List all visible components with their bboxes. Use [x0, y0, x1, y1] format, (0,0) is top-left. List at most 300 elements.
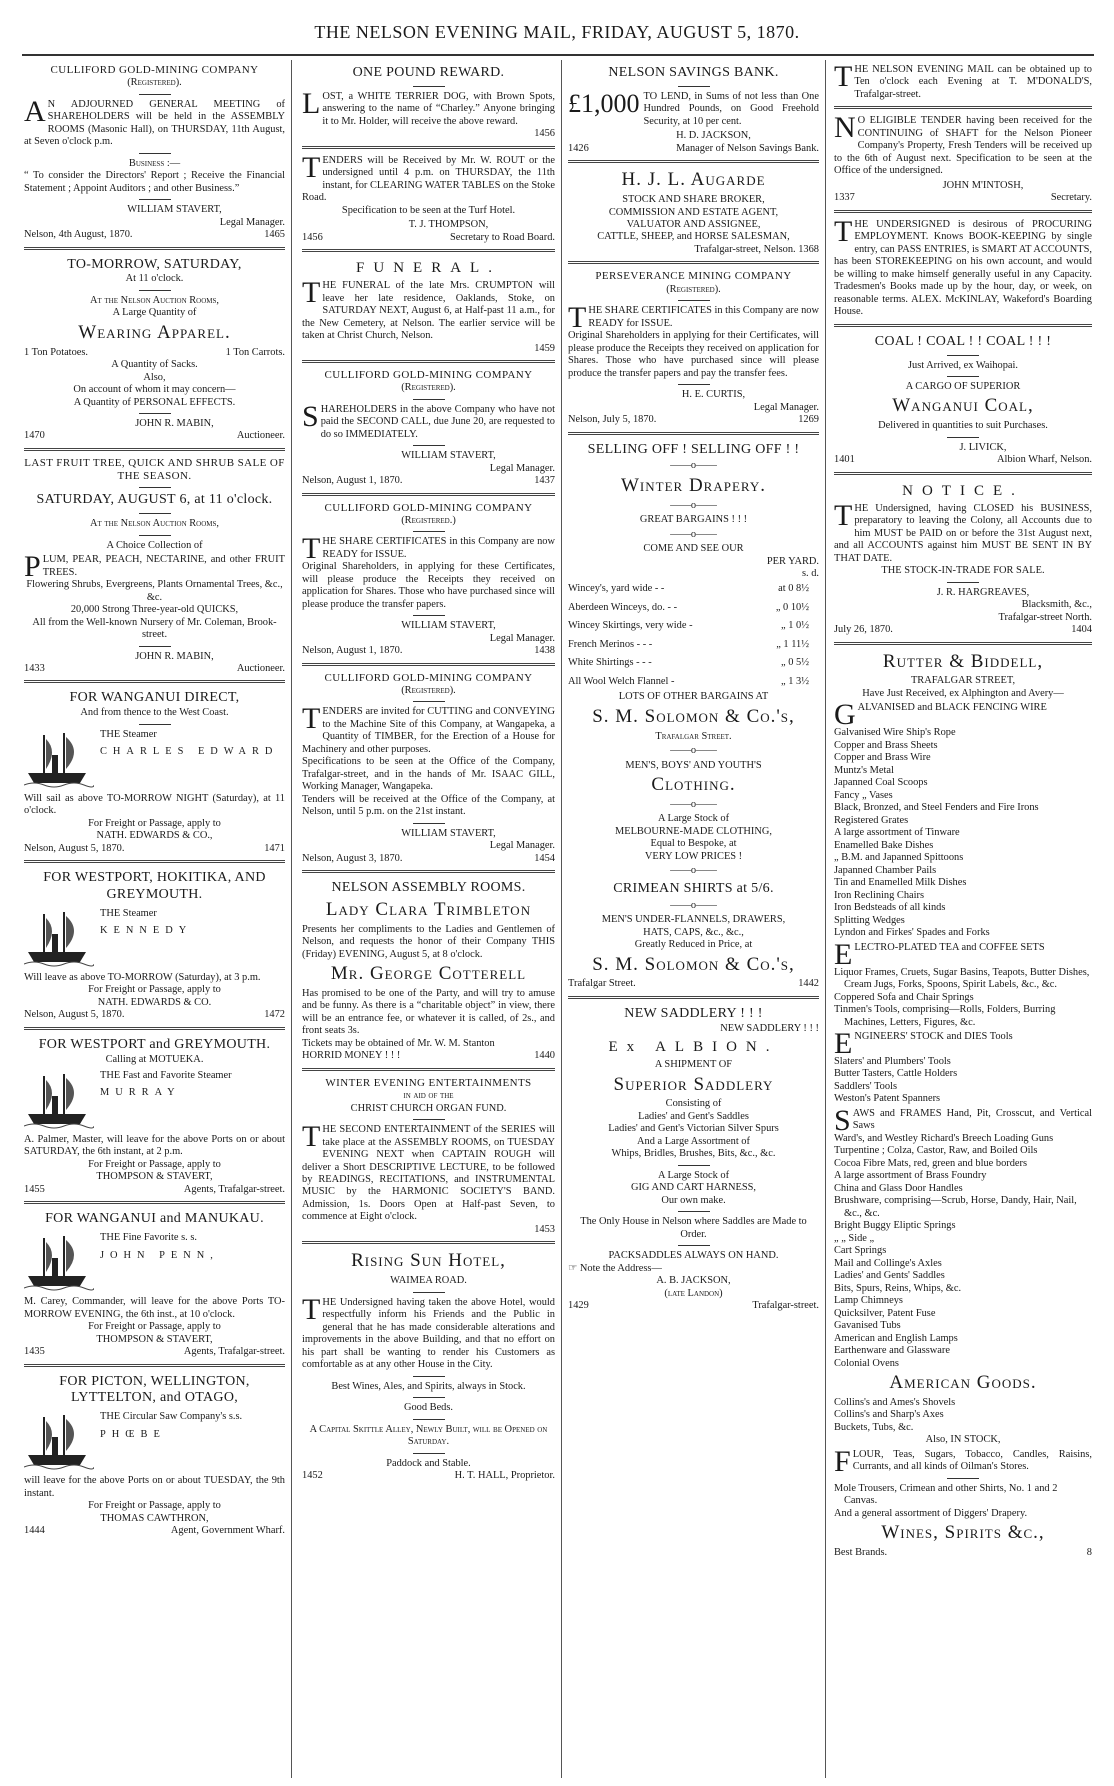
right-text: at 0 8½	[778, 583, 809, 595]
column-4	[828, 60, 1092, 1778]
advertisement	[302, 1071, 555, 1245]
dropcap-paragraph	[834, 503, 1092, 565]
list-item: Bits, Spurs, Reins, Whips, &c.	[834, 1282, 962, 1294]
divider-rule	[139, 535, 171, 536]
list-item: Lyndon and Firkes' Spades and Forks	[834, 927, 990, 939]
divider-rule	[139, 513, 171, 514]
centered-text: Just Arrived, ex Waihopai.	[907, 359, 1019, 371]
loan-paragraph	[568, 91, 819, 128]
drop-capital: T	[834, 218, 853, 248]
left-text: Nelson, July 5, 1870.	[568, 414, 657, 426]
drop-capital: P	[24, 554, 41, 580]
left-text: Aberdeen Winceys, do. - -	[568, 601, 678, 613]
paragraph-text: HE Undersigned, having CLOSED his BUSINESS, preparatory to leaving the Colony, all Accounts due to him MUST be PAID on or before the 31st August next, and all ACCOUNTS against him MUST BE SENT IN BY THAT DATE.	[834, 502, 1092, 564]
paragraph-text: ENDERS are invited for CUTTING and CONVEYING to the Machine Site of this Company, at Wangapeka, a Quantity of TIMBER, for the Erection of a House for Machinery and other purposes.	[302, 706, 555, 755]
steamer-notice	[24, 729, 285, 818]
advertisement	[568, 264, 819, 434]
steamer-header	[24, 1070, 285, 1130]
spaced-title: NOTICE.	[902, 482, 1024, 499]
list-item: Japanned Chamber Pails	[834, 864, 937, 876]
centered-text: The Only House in Nelson where Saddles are Made to Order.	[580, 1216, 807, 1240]
divider-rule	[413, 531, 445, 532]
headline: ONE POUND REWARD.	[352, 65, 505, 80]
steamship-icon	[24, 1070, 94, 1130]
left-text: Nelson, August 5, 1870.	[24, 842, 125, 854]
right-text: „ 0 5½	[781, 657, 809, 669]
left-text: 1401	[834, 454, 855, 466]
paragraph: Tenders will be received at the Office of the Company, at Nelson, until 5 p.m. on the 21st instant.	[302, 793, 555, 818]
left-text: Nelson, August 1, 1870.	[302, 475, 403, 487]
advertisement	[24, 1030, 285, 1205]
left-text: Trafalgar Street.	[568, 978, 636, 990]
divider-rule	[413, 615, 445, 616]
list-item: Tin and Enamelled Milk Dishes	[834, 877, 967, 889]
steamer-lines	[100, 1232, 219, 1267]
list-item: Butter Tasters, Cattle Holders	[834, 1068, 958, 1080]
drop-capital: N	[834, 115, 856, 145]
steamer-lines	[100, 1070, 232, 1105]
left-text: Wincey Skirtings, very wide -	[568, 620, 693, 632]
footer-line	[302, 853, 555, 865]
list-item: American and English Lamps	[834, 1332, 958, 1344]
sailing-details: will leave for the above Ports on or about TUESDAY, the 9th instant.	[24, 1475, 285, 1499]
list-item: China and Glass Door Handles	[834, 1182, 963, 1194]
headline: SELLING OFF ! SELLING OFF ! !	[587, 441, 800, 457]
centered-text: For Freight or Passage, apply to	[88, 817, 221, 829]
paragraph-text: ALVANISED and BLACK FENCING WIRE	[857, 702, 1047, 714]
right-text: „ 1 3½	[781, 675, 809, 687]
centered-text: At 11 o'clock.	[125, 273, 184, 285]
right-text: Albion Wharf, Nelson.	[996, 454, 1092, 466]
centered-text: Equal to Bespoke, at	[650, 838, 737, 850]
display-title: Wanganui Coal,	[892, 395, 1034, 417]
footer-line	[24, 229, 285, 241]
list-item: Liquor Frames, Cruets, Sugar Basins, Teapots, Butter Dishes, Cream Jugs, Forks, Spoons, Spirit Labels, &c., &c.	[834, 966, 1090, 991]
advertisement	[24, 1204, 285, 1366]
centered-text: 20,000 Strong Three-year-old QUICKS,	[70, 604, 239, 616]
paragraph-text: HAREHOLDERS in the above Company who have not paid the SECOND CALL, due June 20, are requested to do so IMMEDIATELY.	[320, 403, 555, 440]
centered-text: GREAT BARGAINS ! ! !	[639, 514, 748, 526]
centered-text: LOTS OF OTHER BARGAINS AT	[618, 691, 769, 703]
divider-rule	[413, 1376, 445, 1377]
divider-rule	[413, 1397, 445, 1398]
signature: J. LIVICK,	[959, 441, 1007, 453]
dropcap-paragraph	[834, 64, 1092, 101]
ornament-divider: ——o——	[670, 745, 717, 757]
drop-capital: T	[302, 280, 321, 310]
steamer-notice	[24, 1411, 285, 1500]
drop-capital: T	[834, 502, 853, 532]
divider-rule	[139, 724, 171, 725]
dropcap-paragraph	[834, 942, 1092, 967]
steamer-intro: THE Steamer	[100, 907, 157, 919]
signature: JOHN M'INTOSH,	[942, 179, 1024, 191]
right-text: 1465	[264, 229, 285, 241]
signature: H. D. JACKSON,	[676, 130, 751, 142]
centered-text: And from thence to the West Coast.	[80, 707, 229, 719]
list-item: Black, Bronzed, and Steel Fenders and Fire Irons	[834, 802, 1039, 814]
paragraph-text: LECTRO-PLATED TEA and COFFEE SETS	[854, 941, 1045, 953]
headline: CRIMEAN SHIRTS at 5/6.	[613, 880, 774, 896]
centered-text: Good Beds.	[403, 1402, 454, 1414]
centered-text: Whips, Bridles, Brushes, Bits, &c., &c.	[611, 1148, 776, 1160]
right-text: PER YARD.	[766, 555, 819, 567]
footer-line	[24, 663, 285, 675]
steamer-intro: THE Circular Saw Company's s.s.	[100, 1411, 243, 1423]
sailing-details: A. Palmer, Master, will leave for the above Ports on or about SATURDAY, the 6th instant, at 2 p.m.	[24, 1134, 285, 1158]
dropcap-paragraph	[834, 219, 1092, 319]
centered-text: Best Wines, Ales, and Spirits, always in Stock.	[331, 1380, 526, 1392]
footer-line	[24, 1009, 285, 1021]
list-item: Iron Bedsteads of all kinds	[834, 902, 946, 914]
advertisement	[24, 1367, 285, 1543]
left-text: 1 Ton Potatoes.	[24, 346, 89, 358]
drop-capital: E	[834, 941, 853, 967]
divider-rule	[947, 582, 979, 583]
right-text: 1442	[798, 978, 819, 990]
centered-text: THE STOCK-IN-TRADE FOR SALE.	[881, 565, 1045, 577]
list-item: Collins's and Ames's Shovels	[834, 1396, 956, 1408]
steamer-name: CHARLES EDWARD	[100, 746, 279, 758]
left-text: Nelson, 4th August, 1870.	[24, 229, 133, 241]
steamer-name: JOHN PENN,	[100, 1249, 219, 1261]
headline: NELSON SAVINGS BANK.	[608, 65, 779, 80]
divider-rule	[413, 823, 445, 824]
centered-text: A Quantity of PERSONAL EFFECTS.	[73, 396, 236, 408]
steamer-header	[24, 908, 285, 968]
right-text: Legal Manager.	[489, 462, 555, 474]
steamer-header	[24, 729, 285, 789]
centered-text: Delivered in quantities to suit Purchases.	[878, 420, 1048, 432]
ornament-divider: ——o——	[670, 499, 717, 511]
steamship-icon	[24, 1232, 94, 1292]
footer-line	[568, 1300, 819, 1312]
advertisement	[568, 435, 819, 999]
right-text: Legal Manager.	[489, 840, 555, 852]
heading: PERSEVERANCE MINING COMPANY	[595, 270, 792, 283]
spaced-title: Ex ALBION.	[608, 1039, 779, 1056]
advertisement	[24, 683, 285, 863]
footer-line	[24, 430, 285, 442]
ornament-divider: ——o——	[670, 798, 717, 810]
centered-text: Our own make.	[661, 1194, 726, 1206]
paragraph-text: HE SHARE CERTIFICATES in this Company are now READY for ISSUE.	[322, 536, 555, 560]
paragraph: ☞ Note the Address—	[568, 1262, 662, 1274]
right-text: 1453	[534, 1223, 555, 1235]
small-caps-text: (Registered).	[401, 684, 456, 696]
left-text: HORRID MONEY ! ! !	[302, 1050, 401, 1062]
ornament-divider: ——o——	[670, 865, 717, 877]
dropcap-paragraph	[834, 1449, 1092, 1474]
loan-amount: £1,000	[568, 90, 640, 118]
right-text: Agents, Trafalgar-street.	[183, 1183, 285, 1195]
heading: CULLIFORD GOLD-MINING COMPANY	[324, 501, 533, 514]
display-title: H. J. L. Augarde	[621, 169, 766, 191]
list-item: Mole Trousers, Crimean and other Shirts, No. 1 and 2 Canvas.	[834, 1482, 1058, 1507]
masthead-rule	[22, 54, 1094, 56]
right-text: 8	[1086, 1547, 1092, 1559]
small-caps-text: (Registered).	[666, 283, 721, 295]
drop-capital: F	[834, 1448, 851, 1474]
signature: WILLIAM STAVERT,	[401, 620, 496, 632]
small-caps-text: At the Nelson Auction Rooms,	[90, 518, 219, 530]
price-row	[568, 599, 819, 617]
steamship-icon	[24, 1411, 94, 1471]
drop-capital: T	[568, 305, 587, 331]
headline: FOR WESTPORT, HOKITIKA, AND GREYMOUTH.	[43, 870, 266, 902]
right-text: Auctioneer.	[236, 430, 285, 442]
steamer-notice	[24, 1070, 285, 1159]
steamer-intro: THE Fast and Favorite Steamer	[100, 1070, 232, 1081]
dropcap-paragraph	[24, 554, 285, 579]
advertisement	[302, 496, 555, 666]
signature: H. E. CURTIS,	[681, 389, 746, 401]
centered-text: Calling at MOTUEKA.	[105, 1053, 204, 1065]
display-title: Winter Drapery.	[621, 474, 766, 496]
right-text: 1472	[264, 1009, 285, 1021]
left-text: 1456	[302, 231, 323, 243]
list-item: And a general assortment of Diggers' Drapery.	[834, 1507, 1028, 1519]
small-caps-text: Trafalgar Street.	[655, 730, 732, 742]
divider-rule	[678, 1245, 710, 1246]
display-title: Superior Saddlery	[613, 1073, 774, 1095]
paragraph-text: HE FUNERAL of the late Mrs. CRUMPTON will leave her late residence, Oaklands, Stoke, on SATURDAY NEXT, August 6, at Half-past 11 a.m., for the New Cemetery, at Nelson. The earlier service will be taken at Christ Church, Nelson.	[302, 280, 555, 342]
right-text: Secretary.	[1050, 192, 1092, 204]
right-text: 1269	[798, 414, 819, 426]
footer-line	[24, 843, 285, 855]
drop-capital: T	[834, 64, 853, 93]
centered-text: MEN'S, BOYS' AND YOUTH'S	[625, 759, 762, 771]
centered-text: On account of whom it may concern—	[73, 384, 236, 396]
list-item: Lamp Chimneys	[834, 1295, 903, 1307]
right-text: Agents, Trafalgar-street.	[183, 1346, 285, 1358]
centered-text: A Quantity of Sacks.	[111, 359, 198, 371]
list-item: A large assortment of Brass Foundry	[834, 1170, 987, 1182]
footer-line	[834, 192, 1092, 204]
right-text: Auctioneer.	[236, 663, 285, 674]
centered-text: Paddock and Stable.	[386, 1457, 471, 1469]
centered-text: A Large Quantity of	[112, 307, 197, 319]
ornament-divider: ——o——	[670, 899, 717, 911]
right-text: Legal Manager.	[753, 401, 819, 413]
steamer-lines	[100, 908, 192, 943]
centered-text: THOMPSON & STAVERT,	[96, 1171, 213, 1183]
paragraph-text: N ADJOURNED GENERAL MEETING of SHAREHOLDERS will be held in the ASSEMBLY ROOMS (Masonic Hall), on THURSDAY, 11th August, at Seven o'clock p.m.	[24, 98, 285, 148]
centered-text: HATS, CAPS, &c., &c.,	[643, 926, 744, 938]
footer-line	[302, 232, 555, 244]
centered-text: Flowering Shrubs, Evergreens, Plants Ornamental Trees, &c., &c.	[26, 579, 283, 603]
steamer-intro: THE Steamer	[100, 728, 157, 740]
paragraph: Original Shareholders in applying for their Certificates, will please produce the Receipts they received on application for Shares. Those who have purchased since will please produce the transfer papers and pay the transfer fees.	[568, 330, 819, 379]
advertisement	[834, 109, 1092, 212]
right-text: Trafalgar-street North.	[998, 611, 1092, 623]
ornament-divider: ——o——	[670, 528, 717, 540]
divider-rule	[947, 376, 979, 377]
display-title: Lady Clara Trimbleton	[325, 898, 532, 920]
list-item: Cart Springs	[834, 1245, 887, 1257]
dropcap-paragraph	[834, 1108, 1092, 1133]
centered-text: And a Large Assortment of	[637, 1135, 750, 1147]
divider-rule	[139, 153, 171, 154]
left-text: Best Brands.	[834, 1547, 888, 1559]
dropcap-paragraph	[568, 305, 819, 330]
display-title: S. M. Solomon & Co.'s,	[592, 705, 795, 727]
dropcap-paragraph	[834, 702, 1092, 727]
signature: WILLIAM STAVERT,	[401, 827, 496, 839]
sailing-details: Will sail as above TO-MORROW NIGHT (Saturday), at 11 o'clock.	[24, 792, 285, 817]
advertisement	[834, 213, 1092, 327]
paragraph-text: HE Undersigned having taken the above Hotel, would respectfully inform his Friends and the Public in general that he has made considerable alterations and improvements in the above Building, and that no effort on his part shall be wanting to render his Customers as comfortable as at any other House in the City.	[302, 1296, 555, 1371]
list-item: Buckets, Tubs, &c.	[834, 1421, 914, 1433]
divider-rule	[413, 1292, 445, 1293]
advertisement	[834, 475, 1092, 645]
right-text: 1440	[534, 1050, 555, 1062]
heading: WINTER EVENING ENTERTAINMENTS	[325, 1076, 532, 1089]
paragraph: Presents her compliments to the Ladies and Gentlemen of Nelson, and requests the honor of their Company THIS (Friday) EVENING, August 5, at 8 o'clock.	[302, 923, 555, 960]
headline: NEW SADDLERY ! ! !	[624, 1005, 763, 1021]
paragraph-text: AWS and FRAMES Hand, Pit, Crosscut, and Vertical Saws	[852, 1107, 1092, 1132]
right-text: Agent, Government Wharf.	[170, 1525, 285, 1537]
centered-text: THOMAS CAWTHRON,	[100, 1512, 209, 1524]
price-row	[568, 654, 819, 672]
right-text: 1456	[534, 128, 555, 140]
advertisement	[568, 60, 819, 163]
paragraph: Original Shareholders, in applying for these Certificates, will please produce the Receipts they received on application for Shares. Those who have purchased since will please produce the transfer papers.	[302, 561, 555, 610]
advertisement	[24, 863, 285, 1030]
divider-rule	[947, 355, 979, 356]
small-caps-text: Business :—	[128, 157, 181, 169]
centered-text: THOMPSON & STAVERT,	[96, 1333, 213, 1345]
dropcap-paragraph	[302, 1124, 555, 1224]
left-text: 1452	[302, 1470, 323, 1482]
right-text: Secretary to Road Board.	[449, 231, 555, 243]
right-text: s. d.	[801, 568, 819, 579]
dropcap-paragraph	[302, 536, 555, 561]
right-text: H. T. HALL, Proprietor.	[454, 1470, 555, 1482]
headline: SATURDAY, AUGUST 6, at 11 o'clock.	[36, 492, 273, 508]
right-text: 1 Ton Carrots.	[225, 346, 285, 358]
dropcap-paragraph	[302, 706, 555, 756]
left-text: Wincey's, yard wide - -	[568, 583, 665, 595]
left-text: 1435	[24, 1346, 45, 1358]
heading: CULLIFORD GOLD-MINING COMPANY	[50, 64, 259, 76]
centered-text: Also,	[143, 371, 166, 383]
list-item: Earthenware and Glassware	[834, 1345, 950, 1357]
footer-line	[302, 1050, 555, 1062]
left-text: 1470	[24, 430, 45, 442]
steamer-notice	[24, 908, 285, 984]
divider-rule	[413, 1453, 445, 1454]
centered-text: A Choice Collection of	[106, 539, 203, 551]
centered-text: MELBOURNE-MADE CLOTHING,	[614, 825, 772, 837]
left-text: 1426	[568, 142, 589, 154]
small-caps-text: (late Landon)	[664, 1287, 723, 1299]
right-text: NEW SADDLERY ! ! !	[720, 1022, 819, 1034]
steamer-lines	[100, 1411, 242, 1446]
footer-line	[24, 1184, 285, 1196]
steamer-notice	[24, 1232, 285, 1321]
display-title: Clothing.	[651, 774, 736, 796]
display-title: Rising Sun Hotel,	[351, 1250, 506, 1272]
divider-rule	[678, 86, 710, 87]
steamer-lines	[100, 729, 278, 764]
centered-text: CATTLE, SHEEP, and HORSE SALESMAN,	[597, 231, 790, 243]
advertisement	[834, 645, 1092, 1565]
paragraph-text: OST, a WHITE TERRIER DOG, with Brown Spots, answering to the name of “Charley.” Anyone bringing it to Mr. Holder, will receive the above reward.	[322, 90, 555, 127]
paragraph-text: O ELIGIBLE TENDER having been received for the CONTINUING of SHAFT for the Nelson Pioneer Company's Property, Fresh Tenders will be received up to the 6th of August next. Specification to be seen at the Office of the undersigned.	[834, 115, 1092, 177]
advertisement	[24, 451, 285, 684]
centered-text: STOCK AND SHARE BROKER,	[622, 194, 765, 206]
steamer-name: KENNEDY	[100, 925, 193, 937]
footer-line	[834, 624, 1092, 636]
centered-text: NATH. EDWARDS & CO.,	[96, 830, 213, 842]
drop-capital: T	[302, 1296, 321, 1326]
right-text: „ 0 10½	[775, 601, 809, 613]
centered-text: Specification to be seen at the Turf Hotel.	[341, 204, 516, 216]
centered-text: VERY LOW PRICES !	[644, 850, 743, 862]
display-title: S. M. Solomon & Co.'s,	[592, 953, 795, 975]
centered-text: Also, IN STOCK,	[925, 1434, 1001, 1446]
list-item: Fancy „ Vases	[834, 789, 893, 801]
divider-rule	[678, 1211, 710, 1212]
dropcap-paragraph	[302, 155, 555, 205]
right-text: 1404	[1071, 624, 1092, 636]
dropcap-paragraph	[24, 99, 285, 149]
steamer-header	[24, 1232, 285, 1292]
left-text: 1429	[568, 1300, 589, 1312]
centered-text: A CARGO OF SUPERIOR	[905, 381, 1021, 392]
list-item: Bright Buggy Eliptic Springs	[834, 1220, 956, 1232]
footer-line	[302, 1470, 555, 1482]
list-item: A large assortment of Tinware	[834, 827, 960, 839]
divider-rule	[413, 1419, 445, 1420]
dropcap-paragraph	[302, 404, 555, 441]
heading: LAST FRUIT TREE, QUICK AND SHRUB SALE OF THE SEASON.	[24, 456, 285, 483]
small-caps-text: At the Nelson Auction Rooms,	[90, 294, 219, 306]
right-text: Legal Manager.	[219, 216, 285, 228]
centered-text: COME AND SEE OUR	[643, 543, 744, 555]
drop-capital: T	[302, 154, 321, 184]
steamer-name: MURRAY	[100, 1087, 181, 1099]
right-text: 1454	[534, 852, 555, 864]
list-item: Ladies' and Gents' Saddles	[834, 1270, 945, 1282]
signature: JOHN R. MABIN,	[135, 417, 214, 429]
centered-text: Have Just Received, ex Alphington and Avery—	[862, 687, 1064, 699]
left-text: Nelson, August 1, 1870.	[302, 645, 403, 657]
divider-rule	[413, 399, 445, 400]
price-row	[568, 580, 819, 598]
steamer-name: PHŒBE	[100, 1428, 166, 1440]
left-text: 1455	[24, 1183, 45, 1195]
centered-text: For Freight or Passage, apply to	[88, 1500, 221, 1512]
centered-text: Consisting of	[665, 1098, 722, 1110]
display-title: American Goods.	[889, 1372, 1037, 1394]
right-text: „ 1 0½	[781, 620, 809, 632]
list-item: Muntz's Metal	[834, 764, 894, 776]
centered-text: MEN'S UNDER-FLANNELS, DRAWERS,	[601, 914, 786, 926]
paragraph-text: HE UNDERSIGNED is desirous of PROCURING EMPLOYMENT. Knows BOOK-KEEPING by single entry, can PASS ENTRIES, is SMART AT ACCOUNTS, has been STOREKEEPING on his own account, and would be willing to make himself generally useful in any Capacity. Tradesmen's Books made up by the hour, day, or week, on reasonable terms. ALEX. McKINLAY, Wakeford's Boarding House.	[834, 218, 1092, 318]
centered-text: For Freight or Passage, apply to	[88, 1158, 221, 1170]
advertisement	[568, 999, 819, 1318]
drop-capital: S	[834, 1107, 851, 1133]
steamship-icon	[24, 908, 94, 968]
newspaper-masthead: THE NELSON EVENING MAIL, FRIDAY, AUGUST 5, 1870.	[314, 22, 800, 42]
drop-capital: A	[24, 98, 46, 128]
advertisement	[834, 327, 1092, 475]
divider-rule	[413, 701, 445, 702]
right-text: Trafalgar-street.	[752, 1300, 819, 1312]
right-text: 1437	[534, 475, 555, 487]
